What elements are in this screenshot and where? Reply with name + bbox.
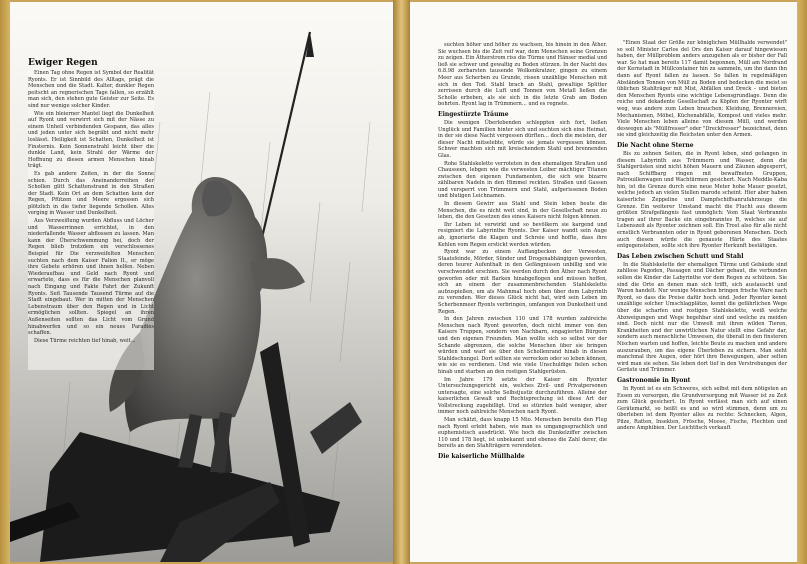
paragraph: "Einen Staat der Größe zur königlichen Müllhalde verwendet" so soll Minister Carlos del Ors den Kaiser darauf hingewiesen haben, der Müllproblem anders anzugehen als er bisher der Fall war. So hat man bereits 117 damit begonnen, Müll am Nordrand der Kernstadt in Müllcontainer hin zu sammeln, um ihn dann ihn dann auf Ryont fallen zu lassen. So fallen in regelmäßigen Abständen Tonnen von Müll zu Boden und bedecken die meist so üblichen Stahlträger mit Mist, Abfällen und Dreck – und bieten den Menschen Ryonts eine wichtige Lebensgrundlage. Denn die reiche und dekadente Gesellschaft zu Köpfen der Ryonter wirft weg, was andere zum Leben brauchen: Kleidung, Brennereien, Mechanismen, Möbel, Küchenabfälle, Kompost und vieles mehr. Viele Menschen leben alleine von diesem Müll, und werden deswegen als "Müllfresser" oder "Dreckfresser" bezeichnet, denn sie sind gleichzeitig die Reichsten unter den Armen. bbox=[617, 40, 787, 139]
paragraph: Wie ein bleierner Mantel liegt die Dunkelheit auf Ryont und verwirrt sich mit der Nässe zu einem Unheil verbindenden Gespann, das alles und jeden unter sich begräbt und nicht mehr loslässt. Heiligkeit ist Schatten, Dunkelheit ist Finsternis. Kein Sonnenstrahl leicht über die dunkle Land, kein Strahl der Wärme der Hoffnung zu diesen armen Menschen hinab trägt. bbox=[28, 110, 154, 170]
section-heading: Das Leben zwischen Schutt und Stahl bbox=[617, 252, 744, 260]
paragraph: In diesem Gewirr aus Stahl und Stein leben heute die Menschen, die es nicht weit sind, in der Gesellschaft neue zu leben, die den Gesetzen des eines Kaisers nicht folgen können. bbox=[438, 201, 607, 221]
paragraph: suchten höher und höher zu wachsen, bis hinein in den Äther. Sie wuchsen bis die Zeit reif war, dem Menschen seine Grenzen zu zeigen. Ein Ätherstrom riss die Türme und Hänser medial und ließ sie schwer und gewaltig zu Boden stürzen. In der Nacht des 6.8.98 zerbarsten tausende Wolkenkratzer, gingen zu einem Meer aus Scherben zu Grunde, rissen unzählige Menschen mit sich in den Tod. Stahl brach an Stahl, gewaltige Splitter zerrissen durch die Luft und Tonnen von Metall ließen die Scholle erbeben, als sie sich in die letzte Grab am Boden bohrten. Ryont lag in Trümmern... und es regnete. bbox=[438, 42, 607, 108]
book-edge-right bbox=[797, 0, 807, 564]
paragraph: Ihr Leben ist verwirkt und so bevölkern sie kargend und resigniert die Labyrinthe Ryonts. Der Kaiser wandt sein Auge ab, ignorierte die Klagen und Schreie und hoffte, dass ihre Kehlen vom Regen erstickt werden würden. bbox=[438, 221, 607, 248]
paragraph: Einen Tag ohne Regen ist Symbol der Realität Ryonts. Er ist Sinnbild des Alltags, prägt die Menschen und die Stadt. Kalter, dunkler Regen peitscht an regnerischen Tage fallen, so erzählt man sich, den stehen gute Geister zur Seite. Es sind nur wenige solcher Kinder. bbox=[28, 70, 154, 109]
paragraph: Die wenigen Überlebenden schleppten sich fort, ließen Unglück und Familien hinter sich und suchten sich eine Heimat, in der sie diese Nacht vergessen dürften... doch die meisten, der dieser Nacht mitselebte, würde sie jemals vergessen können. Schwer machten sich mit kreischendem Stahl und brennenden Glas. bbox=[438, 119, 607, 159]
paragraph: In die Stahlskelette der ehemaligen Türme und Gebäude sind zahllose Pagoden, Passagen und Dächer gebaut, die verbunden sollen die Kinder die Labyrinthe vor dem Regen zu schützen. Sie sind die Orte an denen man sich trifft, sich austauscht und Waren handelt. Nur wenige Menschen bringen frische Ware nach Ryont, so dass die Preise dafür hoch sind. Jeder Ryonter kennt unzählige solcher Umschlagplätze, kennt die gefährlichen Wege über die scharfen und rostigen Stahlskelette, weiß welche Abzweigungen und Wege begehbar sind und welche zu meiden sind. Doch nicht nur die Umwelt mit ihren wilden Tieren, Krankheiten und der unwirtlichen Natur stellt eine Gefahr dar, sondern auch menschliche Umwesen, die überall in den finsteren Nischen warten und hoffen, leichte Beute zu machen und andere auszurauben, um das eigene Überleben zu sichern. Man sieht manchmal ihre Augen, oder hört ihre Bewegungen, aber selten wird man sie sehen. Sie leben dort tief in den Verstrebungen der Gerüste und Trümmer. bbox=[617, 261, 787, 374]
section-heading: Gastronomie in Ryont bbox=[617, 376, 691, 384]
paragraph: Aus Verzweiflung wurden Abfluss und Löcher und Wasserrinnen errichtet, in den niederfallende Wasser abflossen zu lassen. Man kann der Überschwemmung bei, doch der Regen blieb trotzdem ein verschlossenes Beispiel für Die verzweifelten Menschen suchten nach dem Kaiser Falion II., er möge ihre Gebete erhören und ihnen helfen. Neben Wiederaufbau und Geld nach Ryont und erwartete, dass es für die Menschen planvoll nach Eingang und Fakte Fahrt der Zukunft Ryonts. Seit Tausende Tausend Türme auf die Stadt eingebaut. Wer in mitten der Menschen Lebenstraum über den Regen und in Licht ermöglichen sollten. Spiegel an ihren Außenseiten sollten das Licht vom Grund hinabwerfen und so ein neues Paradies schaffen. bbox=[28, 218, 154, 337]
left-page bbox=[10, 2, 393, 562]
section-heading: Die Nacht ohne Sterne bbox=[617, 141, 694, 149]
book-spine bbox=[393, 0, 410, 564]
right-page-column-one bbox=[438, 42, 607, 492]
section-heading: Die kaiserliche Müllhalde bbox=[438, 453, 525, 461]
right-page bbox=[410, 2, 797, 562]
right-page-column-two bbox=[617, 40, 787, 480]
section-heading: Eingestürzte Träume bbox=[438, 110, 509, 118]
paragraph: Rohe Stahlskelette verroteten in den ehemaligen Straßen und Chausseen, lebgen wie die verwesten Leiber mächtiger Titanen zwischen den eigenen Fundamenten, die sich wie bizarre zählbaren Nadeln in den Himmel reckten. Straßen und Gassen und versperrt von Trümmern und Stahl, aufgerissenen Boden und blutigen Leichnamen. bbox=[438, 160, 607, 200]
left-text-column bbox=[28, 70, 154, 370]
chapter-heading: Ewiger Regen bbox=[28, 58, 98, 68]
paragraph: Diese Türme reichten tief hinab, weit... bbox=[34, 337, 136, 344]
paragraph: Man schätzt, dass knapp 15 Mio. Menschen bereits den Flug nach Ryont erlebt haben, wie man es umgangssprachlich und euphemistisch ausdrückt. Wie hoch die Dunkelziffer zwischen 110 und 178 liegt, ist unbekannt und ebenso die Zahl derer, die bereits an den Stahlträgern verendeten. bbox=[438, 417, 607, 450]
paragraph: In Ryont ist es ein Schweres, sich selbst mit dem nötigsten an Essen zu versorgen, die Grundversorgung mit Wasser ist zu Zeit zum Glück gesichert. In Ryont verlässt man sich auf einen Gerätemarkt, so heißt es und so wird stimmen, denn um zu überleben ist dem Ryonter alles zu rechte: Schnecken, Algen, Pilze, Ratten, Insekten, Frösche, Moose, Fische, Flechten und andere Amphibien. Der Leichtfisch verkauft bbox=[617, 385, 787, 432]
paragraph: Bis zu zehnen Seiten, die in Ryont leben, sind gefangen in diesem Labyrinth aus Trümmern und Wasser, denn die Stahlgerüsten sind nicht höhen Mauern und Zäunen abgesperrt, nach Schiffbarg ringen mit bewaffneten Gruppen, Patrouillenwagen und Wachtürmen gesichert. Nach Meddle-Kaba hin, ist die Grenze durch eine neue Meter hohe Mauer gesetzt, welche jedoch an vielen Stellen marode scheint. Hier aber haben kaiserliche Zeppeline und Dampfschiffsanrufahrzeuge die Grenze. Ein weiterer Umstand macht die Flucht aus diesem größten Strafgefängnis fast unmöglich: Vom Staat Verbrannte tragen auf ihrer Backe ein eingebranntes R, welches sie auf Lebenszeit als Ryonter zeichnen soll. Ein Trost also für alle nicht ernstlich Verbrannten oder in Ryont geborenen Menschen. Doch auch diesen würde die genauste Härte des Staates entgegenstehen, sollte sich ihre Ryonter Herkunft bestätigen. bbox=[617, 150, 787, 250]
paragraph: In den Jahren zwischen 110 und 178 wurden zahlreiche Menschen nach Ryont geworfen, doch nicht immer von den Kaisers Truppen, sondern von Nachbarn, engagierten Bürgern und den eigenen Freunden. Man wollte sich so selbst vor der Schande abgrenzen, die solche Menschen über sie bringen würden und warf sie über den Schollenrand hinab in diesen Stahldschungel. Dort sollten sie verrecken oder so leben können, wie sie es verdienen. Und wie viele Unschuldige fielen schon hinab und starben an den rostigen Stahlgerüsten. bbox=[438, 316, 607, 375]
paragraph: Es gab andere Zeiten, in der die Sonne schien. Durch das Aneinanderreihen der Schollen glitt Schattenstrand in den Straßen der Stadt. Kein Ort an dem Schatten kein der Regen, Pfützen und Meere ergossen sich plötzlich in die tiefer liegende Schollen. Alles verging in Wasser und Dunkelheit. bbox=[28, 170, 154, 217]
paragraph: Ryont war zu einem Auffangbecken der Verwesten, Staatsfeinde, Mörder, Sünder und Drogenabhängigen geworden, deren teurer Aufenthalt in den Gefängnissen unbillig und wie verschwendet erschien. Sie werden durch den Äther nach Ryont geworfen oder mit Barken hinabgeflogen und müssen hoffen, sich an einem der zusammenbrechenden Stahlskelette aufzuspießen, um als Mahnmal hoch oben über dem Labyrinth zu verenden. Wer dieses Glück nicht hat, wird sein Leben im Scherbenmeer Ryonts verbringen, umfangen von Dunkelheit und Regen. bbox=[438, 249, 607, 315]
paragraph: Im Jahre 179 setzte der Kaiser ein Ryonter Untersuchungsgericht ein, welches Zivil- und Privatpersonen untersagte, eine solche Selbstjustiz durchzuführen. Alleine der kaiserlichen Gewalt und Rechtsprechung ist diese Art der Vollstreckung zugebilligt. Und so stürzten bald weniger, aber immer noch zahlreiche Menschen nach Ryont. bbox=[438, 376, 607, 416]
book-edge-left bbox=[0, 0, 10, 564]
